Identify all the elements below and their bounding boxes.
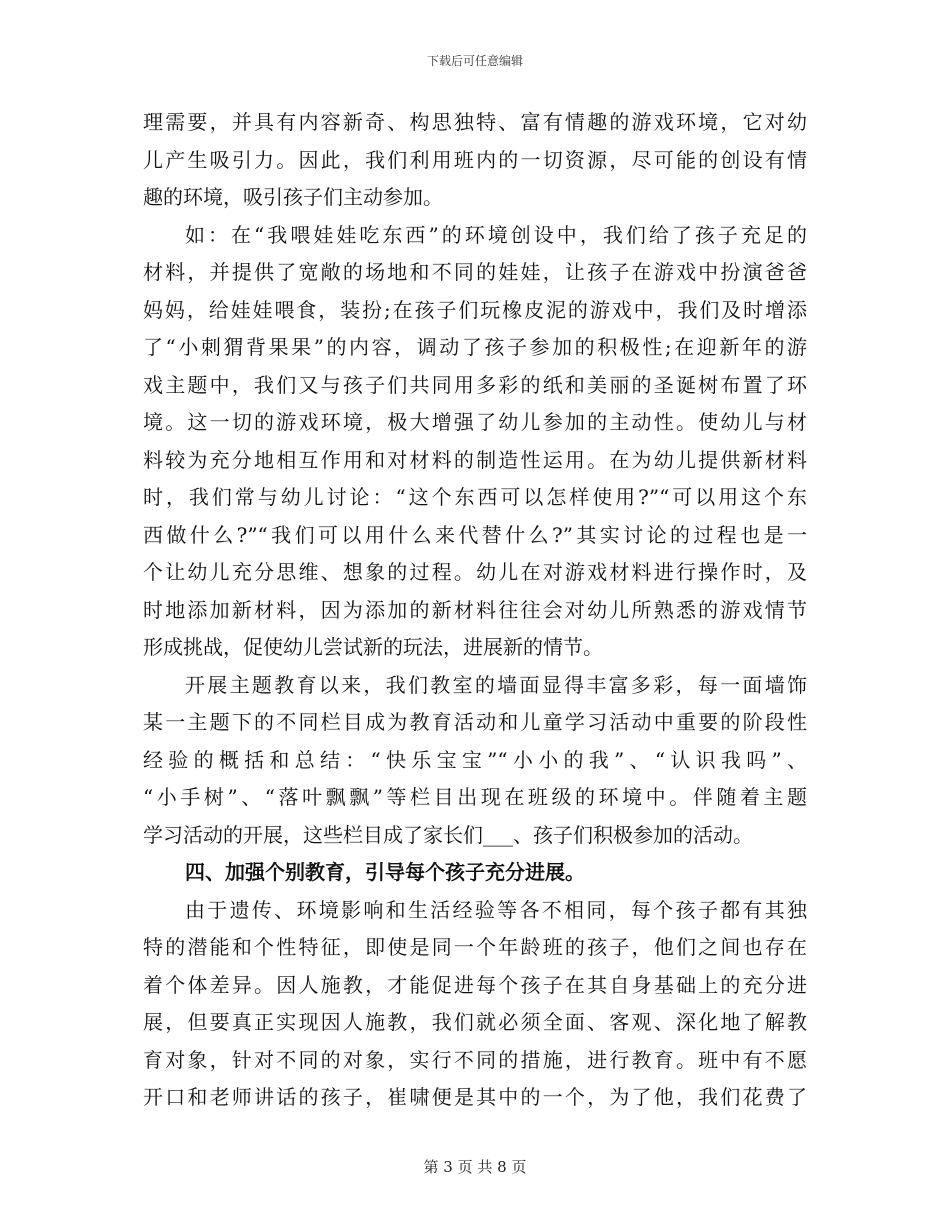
page-number: 第 3 页 共 8 页 bbox=[423, 1158, 527, 1176]
text-line: 展，但要真正实现因人施教，我们就必须全面、客观、深化地了解教 bbox=[143, 1010, 807, 1034]
text-line: 开展主题教育以来，我们教室的墙面显得丰富多彩，每一面墙饰 bbox=[185, 672, 807, 697]
text-line: 戏主题中，我们又与孩子们共同用多彩的纸和美丽的圣诞树布置了环 bbox=[143, 372, 807, 397]
text-line: 个让幼儿充分思维、想象的过程。幼儿在对游戏材料进行操作时，及 bbox=[143, 560, 807, 584]
text-line: 理需要，并具有内容新奇、构思独特、富有情趣的游戏环境，它对幼 bbox=[143, 110, 807, 134]
text-line: 料较为充分地相互作用和对材料的制造性运用。在为幼儿提供新材料 bbox=[143, 447, 807, 472]
text-line: 趣的环境，吸引孩子们主动参加。 bbox=[143, 185, 443, 209]
text-line: 妈妈，给娃娃喂食，装扮;在孩子们玩橡皮泥的游戏中，我们及时增添 bbox=[143, 297, 807, 322]
section-heading: 四、加强个别教育，引导每个孩子充分进展。 bbox=[185, 860, 585, 884]
text-line: 开口和老师讲话的孩子，崔啸便是其中的一个，为了他，我们花费了 bbox=[143, 1085, 807, 1109]
text-line: 学习活动的开展，这些栏目成了家长们___、孩子们积极参加的活动。 bbox=[143, 822, 753, 847]
page-header-note: 下载后可任意编辑 bbox=[426, 54, 523, 68]
text-line: 时，我们常与幼儿讨论：“这个东西可以怎样使用?”“可以用这个东 bbox=[143, 485, 807, 509]
text-line: 特的潜能和个性特征，即使是同一个年龄班的孩子，他们之间也存在 bbox=[143, 935, 807, 959]
text-line: 如：在“我喂娃娃吃东西”的环境创设中，我们给了孩子充足的 bbox=[185, 222, 807, 247]
text-line: 形成挑战，促使幼儿尝试新的玩法，进展新的情节。 bbox=[143, 635, 603, 659]
text-line: 西做什么?”“我们可以用什么来代替什么?”其实讨论的过程也是一 bbox=[143, 522, 807, 547]
text-line: 材料，并提供了宽敞的场地和不同的娃娃，让孩子在游戏中扮演爸爸 bbox=[143, 260, 807, 284]
text-line: 了“小刺猬背果果”的内容，调动了孩子参加的积极性;在迎新年的游 bbox=[143, 335, 807, 359]
text-line: 境。这一切的游戏环境，极大增强了幼儿参加的主动性。使幼儿与材 bbox=[143, 410, 807, 434]
text-line: 时地添加新材料，因为添加的新材料往往会对幼儿所熟悉的游戏情节 bbox=[143, 597, 807, 622]
text-line: “小手树”、“落叶飘飘”等栏目出现在班级的环境中。伴随着主题 bbox=[143, 785, 807, 809]
text-line: 儿产生吸引力。因此，我们利用班内的一切资源，尽可能的创设有情 bbox=[143, 147, 807, 172]
text-line: 某一主题下的不同栏目成为教育活动和儿童学习活动中重要的阶段性 bbox=[143, 710, 807, 734]
text-line: 着个体差异。因人施教，才能促进每个孩子在其自身基础上的充分进 bbox=[143, 972, 807, 997]
text-line: 育对象，针对不同的对象，实行不同的措施，进行教育。班中有不愿 bbox=[143, 1047, 807, 1072]
text-line: 经验的概括和总结：“快乐宝宝”“小小的我”、“认识我吗”、 bbox=[143, 747, 807, 772]
document-body bbox=[143, 104, 807, 1117]
text-line: 由于遗传、环境影响和生活经验等各不相同，每个孩子都有其独 bbox=[185, 897, 807, 922]
